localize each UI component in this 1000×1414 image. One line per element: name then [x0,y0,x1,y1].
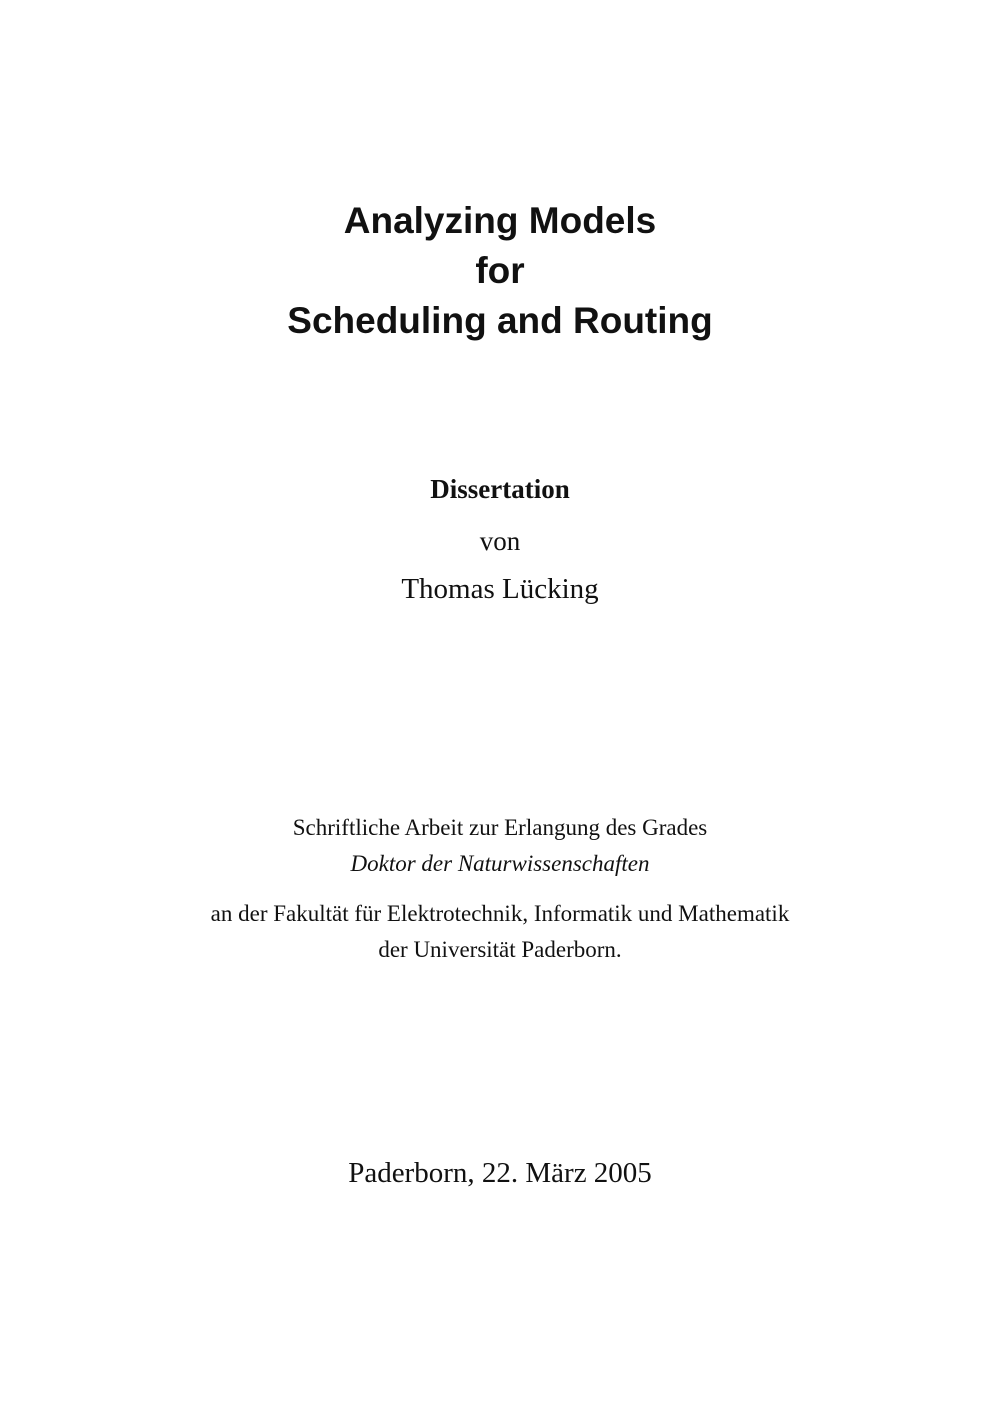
title-line-1: Analyzing Models [343,200,657,241]
degree-line-1: Schriftliche Arbeit zur Erlangung des Grades [292,815,708,840]
title-line-3: Scheduling and Routing [287,300,713,341]
dissertation-title [0,196,1000,346]
title-line-2: for [475,250,525,291]
faculty-line-2: der Universität Paderborn. [378,937,622,962]
dissertation-label: Dissertation [430,474,570,504]
von-label: von [479,526,521,556]
author-name: Thomas Lücking [401,573,599,605]
faculty-statement [0,896,1000,968]
faculty-line-1: an der Fakultät für Elektrotechnik, Informatik und Mathematik [210,901,790,926]
degree-title: Doktor der Naturwissenschaften [350,851,650,876]
place-and-date: Paderborn, 22. März 2005 [348,1157,652,1189]
degree-statement [0,810,1000,882]
